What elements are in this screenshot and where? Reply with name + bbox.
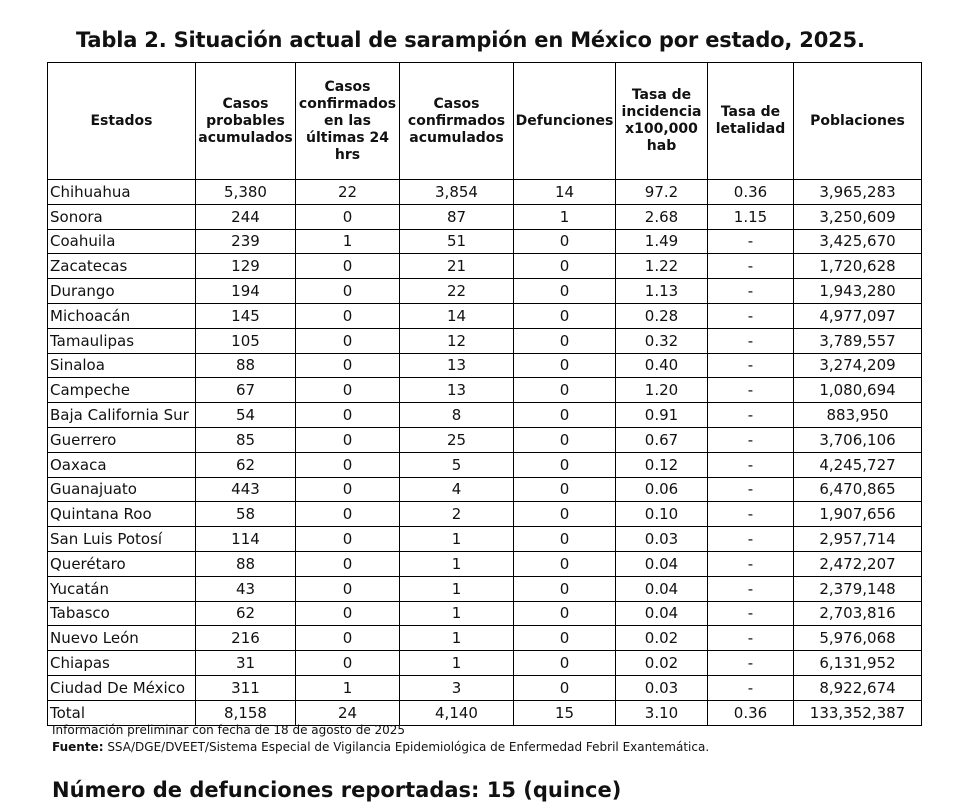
cell-population: 4,977,097: [794, 303, 922, 328]
cell-incidence-rate: 3.10: [616, 700, 708, 725]
cell-population: 8,922,674: [794, 675, 922, 700]
cell-population: 3,789,557: [794, 328, 922, 353]
cell-lethality-rate: -: [708, 576, 794, 601]
table-row: [48, 477, 922, 502]
table-row: [48, 378, 922, 403]
cell-deaths: 0: [514, 551, 616, 576]
cell-lethality-rate: -: [708, 527, 794, 552]
cell-lethality-rate: 0.36: [708, 700, 794, 725]
cell-deaths: 0: [514, 601, 616, 626]
cell-cases-24hrs: 0: [296, 204, 400, 229]
cell-state: San Luis Potosí: [48, 527, 196, 552]
cell-confirmed-cases: 21: [400, 254, 514, 279]
cell-incidence-rate: 0.12: [616, 452, 708, 477]
cell-lethality-rate: -: [708, 427, 794, 452]
cell-deaths: 0: [514, 527, 616, 552]
table-row: [48, 502, 922, 527]
cell-state: Oaxaca: [48, 452, 196, 477]
cell-confirmed-cases: 25: [400, 427, 514, 452]
cell-incidence-rate: 1.49: [616, 229, 708, 254]
total-row: [48, 700, 922, 725]
cell-incidence-rate: 0.03: [616, 675, 708, 700]
cell-confirmed-cases: 1: [400, 527, 514, 552]
cell-confirmed-cases: 1: [400, 651, 514, 676]
cell-incidence-rate: 0.02: [616, 651, 708, 676]
cell-state: Durango: [48, 279, 196, 304]
cell-deaths: 0: [514, 675, 616, 700]
table-row: [48, 527, 922, 552]
cell-cases-24hrs: 0: [296, 452, 400, 477]
cell-confirmed-cases: 14: [400, 303, 514, 328]
cell-incidence-rate: 1.13: [616, 279, 708, 304]
cell-cases-24hrs: 0: [296, 551, 400, 576]
cell-population: 2,379,148: [794, 576, 922, 601]
cell-state: Sinaloa: [48, 353, 196, 378]
cell-population: 6,470,865: [794, 477, 922, 502]
cell-probable-cases: 443: [196, 477, 296, 502]
cell-state: Chiapas: [48, 651, 196, 676]
cell-probable-cases: 216: [196, 626, 296, 651]
cell-state: Quintana Roo: [48, 502, 196, 527]
cell-deaths: 0: [514, 229, 616, 254]
cell-probable-cases: 54: [196, 403, 296, 428]
cell-deaths: 0: [514, 328, 616, 353]
cell-lethality-rate: -: [708, 403, 794, 428]
cell-deaths: 0: [514, 254, 616, 279]
cell-lethality-rate: -: [708, 229, 794, 254]
cell-incidence-rate: 1.20: [616, 378, 708, 403]
cell-probable-cases: 105: [196, 328, 296, 353]
cell-cases-24hrs: 0: [296, 502, 400, 527]
cell-lethality-rate: -: [708, 378, 794, 403]
table-row: [48, 601, 922, 626]
cell-population: 133,352,387: [794, 700, 922, 725]
cell-cases-24hrs: 0: [296, 576, 400, 601]
cell-cases-24hrs: 0: [296, 403, 400, 428]
cell-lethality-rate: -: [708, 551, 794, 576]
cell-lethality-rate: -: [708, 626, 794, 651]
cell-lethality-rate: -: [708, 477, 794, 502]
cell-incidence-rate: 0.67: [616, 427, 708, 452]
cell-state: Yucatán: [48, 576, 196, 601]
cell-cases-24hrs: 0: [296, 353, 400, 378]
cell-confirmed-cases: 4: [400, 477, 514, 502]
cell-population: 3,706,106: [794, 427, 922, 452]
header-casos-probables: Casos probables acumulados: [196, 63, 296, 180]
cell-confirmed-cases: 5: [400, 452, 514, 477]
cell-incidence-rate: 0.03: [616, 527, 708, 552]
header-tasa-letalidad: Tasa de letalidad: [708, 63, 794, 180]
cell-state: Campeche: [48, 378, 196, 403]
table-row: [48, 452, 922, 477]
cell-probable-cases: 62: [196, 601, 296, 626]
cell-population: 1,080,694: [794, 378, 922, 403]
cell-incidence-rate: 0.06: [616, 477, 708, 502]
cell-incidence-rate: 0.02: [616, 626, 708, 651]
cell-deaths: 0: [514, 403, 616, 428]
cell-state: Tabasco: [48, 601, 196, 626]
table-row: [48, 651, 922, 676]
cell-deaths: 0: [514, 303, 616, 328]
cell-cases-24hrs: 0: [296, 651, 400, 676]
cell-cases-24hrs: 0: [296, 601, 400, 626]
cell-incidence-rate: 0.04: [616, 551, 708, 576]
cell-probable-cases: 311: [196, 675, 296, 700]
cell-deaths: 0: [514, 502, 616, 527]
cell-probable-cases: 129: [196, 254, 296, 279]
cell-state: Chihuahua: [48, 180, 196, 205]
cell-confirmed-cases: 12: [400, 328, 514, 353]
cell-cases-24hrs: 0: [296, 527, 400, 552]
cell-state: Sonora: [48, 204, 196, 229]
cell-population: 2,472,207: [794, 551, 922, 576]
table-row: [48, 254, 922, 279]
cell-population: 6,131,952: [794, 651, 922, 676]
cell-confirmed-cases: 2: [400, 502, 514, 527]
cell-cases-24hrs: 0: [296, 254, 400, 279]
cell-cases-24hrs: 1: [296, 229, 400, 254]
table-row: [48, 675, 922, 700]
cell-deaths: 14: [514, 180, 616, 205]
table-row: [48, 576, 922, 601]
cell-confirmed-cases: 4,140: [400, 700, 514, 725]
cell-confirmed-cases: 3,854: [400, 180, 514, 205]
cell-confirmed-cases: 1: [400, 576, 514, 601]
header-estados: Estados: [48, 63, 196, 180]
table-row: [48, 551, 922, 576]
cell-incidence-rate: 1.22: [616, 254, 708, 279]
cell-cases-24hrs: 0: [296, 427, 400, 452]
cell-state: Zacatecas: [48, 254, 196, 279]
table-header-row: [48, 63, 922, 180]
cell-population: 3,965,283: [794, 180, 922, 205]
cell-lethality-rate: -: [708, 601, 794, 626]
cell-deaths: 0: [514, 626, 616, 651]
cell-deaths: 0: [514, 427, 616, 452]
cell-confirmed-cases: 1: [400, 626, 514, 651]
cell-deaths: 0: [514, 452, 616, 477]
cell-probable-cases: 88: [196, 551, 296, 576]
cell-incidence-rate: 97.2: [616, 180, 708, 205]
cell-probable-cases: 43: [196, 576, 296, 601]
cell-lethality-rate: -: [708, 279, 794, 304]
cell-deaths: 0: [514, 353, 616, 378]
cell-population: 4,245,727: [794, 452, 922, 477]
cell-probable-cases: 62: [196, 452, 296, 477]
table-row: [48, 180, 922, 205]
cell-deaths: 0: [514, 651, 616, 676]
table-row: [48, 303, 922, 328]
cell-confirmed-cases: 1: [400, 601, 514, 626]
cell-lethality-rate: -: [708, 328, 794, 353]
cell-lethality-rate: -: [708, 651, 794, 676]
cell-cases-24hrs: 0: [296, 626, 400, 651]
cell-probable-cases: 194: [196, 279, 296, 304]
cell-population: 2,703,816: [794, 601, 922, 626]
source-text: SSA/DGE/DVEET/Sistema Especial de Vigilancia Epidemiológica de Enfermedad Febril Exantemática.: [103, 740, 710, 754]
table-body: [48, 180, 922, 726]
cell-cases-24hrs: 0: [296, 328, 400, 353]
cell-probable-cases: 244: [196, 204, 296, 229]
header-tasa-incidencia: Tasa de incidencia x100,000 hab: [616, 63, 708, 180]
cell-state: Total: [48, 700, 196, 725]
cell-confirmed-cases: 1: [400, 551, 514, 576]
cell-state: Guanajuato: [48, 477, 196, 502]
cell-incidence-rate: 0.91: [616, 403, 708, 428]
cell-cases-24hrs: 0: [296, 303, 400, 328]
cell-deaths: 15: [514, 700, 616, 725]
cell-probable-cases: 239: [196, 229, 296, 254]
table-row: [48, 279, 922, 304]
cell-lethality-rate: -: [708, 353, 794, 378]
source-note: [52, 740, 709, 754]
cell-incidence-rate: 0.04: [616, 576, 708, 601]
cell-probable-cases: 85: [196, 427, 296, 452]
cell-state: Tamaulipas: [48, 328, 196, 353]
cell-incidence-rate: 0.32: [616, 328, 708, 353]
cell-probable-cases: 8,158: [196, 700, 296, 725]
cell-population: 1,720,628: [794, 254, 922, 279]
cell-confirmed-cases: 22: [400, 279, 514, 304]
cell-cases-24hrs: 24: [296, 700, 400, 725]
cell-deaths: 0: [514, 378, 616, 403]
cell-population: 1,943,280: [794, 279, 922, 304]
cell-state: Nuevo León: [48, 626, 196, 651]
cell-probable-cases: 114: [196, 527, 296, 552]
source-label: Fuente:: [52, 740, 104, 754]
cell-state: Baja California Sur: [48, 403, 196, 428]
cell-cases-24hrs: 22: [296, 180, 400, 205]
cell-confirmed-cases: 13: [400, 353, 514, 378]
table-row: [48, 328, 922, 353]
cell-lethality-rate: -: [708, 303, 794, 328]
table-title: Tabla 2. Situación actual de sarampión en México por estado, 2025.: [76, 28, 865, 52]
measles-table: [47, 62, 922, 726]
cell-deaths: 0: [514, 576, 616, 601]
cell-lethality-rate: -: [708, 452, 794, 477]
cell-incidence-rate: 0.04: [616, 601, 708, 626]
cell-cases-24hrs: 0: [296, 279, 400, 304]
cell-probable-cases: 5,380: [196, 180, 296, 205]
cell-population: 3,425,670: [794, 229, 922, 254]
cell-state: Michoacán: [48, 303, 196, 328]
table-row: [48, 403, 922, 428]
cell-confirmed-cases: 3: [400, 675, 514, 700]
cell-population: 3,250,609: [794, 204, 922, 229]
table-row: [48, 626, 922, 651]
cell-probable-cases: 88: [196, 353, 296, 378]
cell-state: Querétaro: [48, 551, 196, 576]
cell-state: Guerrero: [48, 427, 196, 452]
cell-probable-cases: 31: [196, 651, 296, 676]
cell-population: 883,950: [794, 403, 922, 428]
cell-population: 5,976,068: [794, 626, 922, 651]
cell-lethality-rate: -: [708, 254, 794, 279]
cell-incidence-rate: 0.28: [616, 303, 708, 328]
table-row: [48, 427, 922, 452]
cell-probable-cases: 145: [196, 303, 296, 328]
cell-population: 1,907,656: [794, 502, 922, 527]
cell-cases-24hrs: 1: [296, 675, 400, 700]
cell-deaths: 0: [514, 477, 616, 502]
cell-lethality-rate: 0.36: [708, 180, 794, 205]
table-row: [48, 204, 922, 229]
header-defunciones: Defunciones: [514, 63, 616, 180]
cell-state: Ciudad De México: [48, 675, 196, 700]
deaths-summary: Número de defunciones reportadas: 15 (quince): [52, 778, 622, 802]
cell-incidence-rate: 2.68: [616, 204, 708, 229]
cell-incidence-rate: 0.40: [616, 353, 708, 378]
cell-lethality-rate: -: [708, 675, 794, 700]
cell-cases-24hrs: 0: [296, 378, 400, 403]
cell-deaths: 0: [514, 279, 616, 304]
cell-lethality-rate: 1.15: [708, 204, 794, 229]
cell-incidence-rate: 0.10: [616, 502, 708, 527]
cell-confirmed-cases: 13: [400, 378, 514, 403]
cell-deaths: 1: [514, 204, 616, 229]
cell-cases-24hrs: 0: [296, 477, 400, 502]
cell-confirmed-cases: 87: [400, 204, 514, 229]
cell-confirmed-cases: 51: [400, 229, 514, 254]
cell-confirmed-cases: 8: [400, 403, 514, 428]
cell-probable-cases: 67: [196, 378, 296, 403]
cell-state: Coahuila: [48, 229, 196, 254]
header-poblaciones: Poblaciones: [794, 63, 922, 180]
header-casos-24hrs: Casos confirmados en las últimas 24 hrs: [296, 63, 400, 180]
header-casos-confirmados: Casos confirmados acumulados: [400, 63, 514, 180]
cell-probable-cases: 58: [196, 502, 296, 527]
table-row: [48, 353, 922, 378]
table-row: [48, 229, 922, 254]
preliminary-note: Información preliminar con fecha de 18 de agosto de 2025: [52, 723, 406, 737]
cell-lethality-rate: -: [708, 502, 794, 527]
cell-population: 2,957,714: [794, 527, 922, 552]
cell-population: 3,274,209: [794, 353, 922, 378]
